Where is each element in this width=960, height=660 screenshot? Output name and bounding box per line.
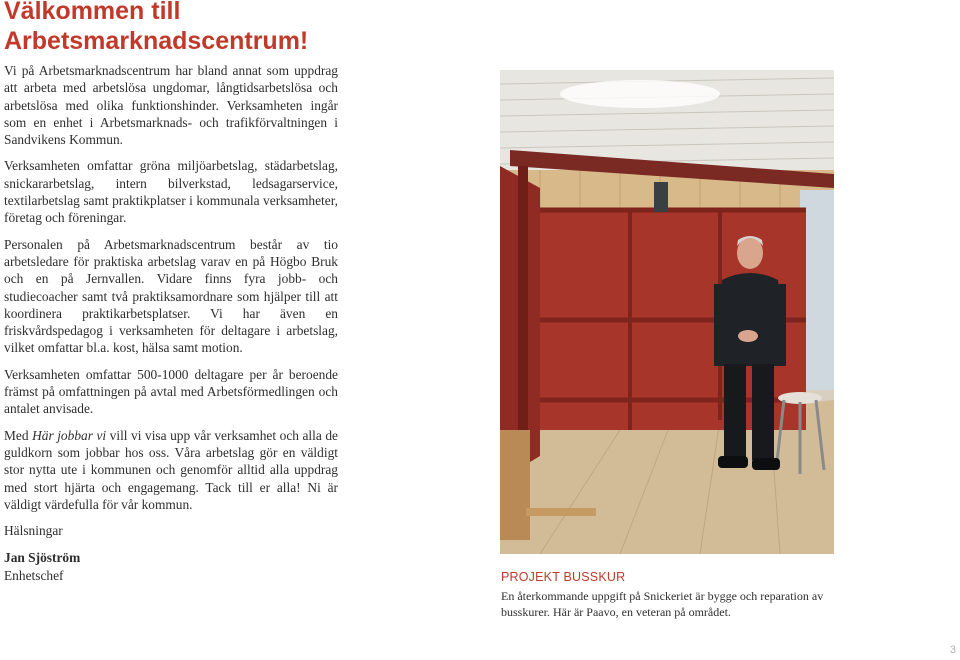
page-number: 3 — [949, 644, 956, 656]
page-title — [4, 0, 404, 56]
body-text-column — [4, 62, 338, 584]
title-line-2: Arbetsmarknadscentrum! — [4, 27, 309, 55]
signature — [4, 549, 338, 584]
signature-role: Enhetschef — [4, 567, 64, 583]
paragraph-activities: Verksamheten omfattar gröna miljöarbetslag, städarbetslag, snickararbetslag, intern bilverkstad, ledsagarservice, textilarbetslag samt praktikplatser i kommunala verksamheter, företag och föreningar. — [4, 158, 338, 226]
paragraph-staff: Personalen på Arbetsmarknadscentrum består av tio arbetsledare för praktiska arbetslag varav en på Högbo Bruk och en på Jernvallen. Vidare finns fyra jobb- och studiecoacher samt två praktiksamordnare som hjälper till att koordinera praktikarbetsplatser. Vi har även en friskvårdspedagog i verksamheten för deltagare i arbetslag, vilket omfattar bl.a. kost, hälsa samt motion. — [4, 236, 338, 356]
paragraph-closing — [4, 427, 338, 513]
closing-suffix: vill vi visa upp vår verksamhet och alla de guldkorn som jobbar hos oss. Våra arbetslag gör en väldigt stor nytta ute i kommunen och genomför alltid alla uppdrag med stort hjärta och engagemang. Tack till er alla! Ni är väldigt värdefulla för vår kommun. — [4, 427, 338, 512]
workshop-photo — [500, 70, 834, 554]
paragraph-intro: Vi på Arbetsmarknadscentrum har bland annat som uppdrag att arbeta med arbetslösa ungdomar, långtidsarbetslösa och arbetslösa med olika funktionshinder. Verksamheten ingår som en enhet i Arbetsmarknads- och trafikförvaltningen i Sandvikens Kommun. — [4, 63, 338, 148]
caption-text: En återkommande uppgift på Snickeriet är bygge och reparation av busskurer. Här är Paavo, en veteran på området. — [501, 589, 824, 619]
closing-italic-title: Här jobbar vi — [32, 427, 107, 443]
workshop-photo-illustration — [500, 70, 834, 554]
title-line-1: Välkommen till — [4, 0, 181, 25]
greeting: Hälsningar — [4, 523, 63, 539]
signature-name: Jan Sjöström — [4, 550, 81, 566]
closing-prefix: Med — [4, 427, 33, 443]
caption-title: PROJEKT BUSSKUR — [501, 570, 626, 584]
paragraph-participants: Verksamheten omfattar 500-1000 deltagare per år beroende främst på omfattningen på avtal med Arbetsförmedlingen och antalet anvisade. — [4, 366, 338, 417]
